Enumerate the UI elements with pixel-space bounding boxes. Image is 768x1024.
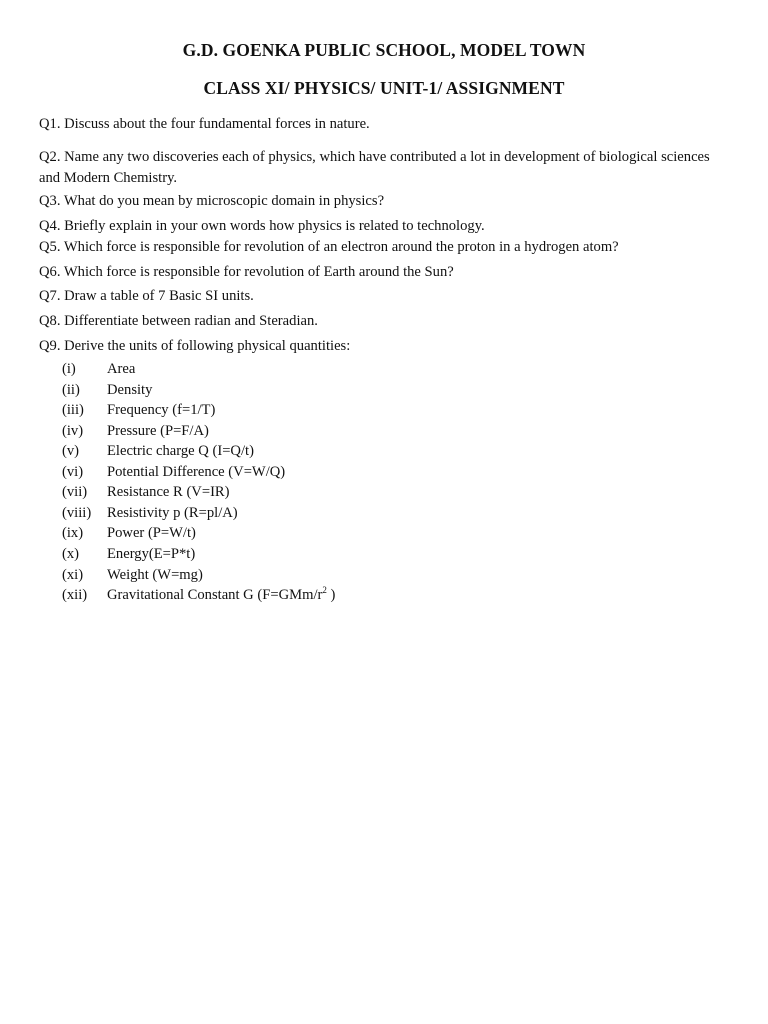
item-text: Gravitational Constant G (F=GMm/r <box>107 587 323 603</box>
list-item <box>62 400 215 420</box>
item-text: Pressure (P=F/A) <box>107 423 209 439</box>
question-7: Q7. Draw a table of 7 Basic SI units. <box>39 288 254 304</box>
item-text: Power (P=W/t) <box>107 525 196 541</box>
question-5: Q5. Which force is responsible for revolution of an electron around the proton in a hydrogen atom? <box>39 239 619 255</box>
item-number: (i) <box>62 361 76 377</box>
item-number: (xii) <box>62 587 88 603</box>
question-8: Q8. Differentiate between radian and Steradian. <box>39 313 318 329</box>
list-item <box>62 565 203 585</box>
item-text: Area <box>107 361 136 377</box>
question-4: Q4. Briefly explain in your own words how physics is related to technology. <box>39 218 485 234</box>
item-number: (ix) <box>62 525 84 541</box>
list-item <box>62 359 135 379</box>
item-number: (x) <box>62 546 80 562</box>
list-item <box>62 421 209 441</box>
item-text: Resistance R (V=IR) <box>107 484 230 500</box>
item-number: (xi) <box>62 567 84 583</box>
item-text-tail: ) <box>326 587 336 603</box>
list-item <box>62 441 254 461</box>
item-text: Resistivity p (R=pl/A) <box>107 505 238 521</box>
question-9: Q9. Derive the units of following physical quantities: <box>39 338 351 354</box>
question-3: Q3. What do you mean by microscopic domain in physics? <box>39 193 385 209</box>
item-number: (v) <box>62 443 80 459</box>
item-number: (viii) <box>62 505 92 521</box>
assignment-title: CLASS XI/ PHYSICS/ UNIT-1/ ASSIGNMENT <box>203 78 565 98</box>
question-1: Q1. Discuss about the four fundamental forces in nature. <box>39 116 370 132</box>
item-number: (iv) <box>62 423 84 439</box>
item-number: (ii) <box>62 382 80 398</box>
school-name-heading: G.D. GOENKA PUBLIC SCHOOL, MODEL TOWN <box>182 40 586 60</box>
item-text: Electric charge Q (I=Q/t) <box>107 443 254 459</box>
item-number: (vii) <box>62 484 88 500</box>
question-2: Q2. Name any two discoveries each of physics, which have contributed a lot in development of biological sciences and Modern Chemistry. <box>39 149 710 186</box>
list-item <box>62 585 335 605</box>
item-number: (iii) <box>62 402 84 418</box>
question-6: Q6. Which force is responsible for revolution of Earth around the Sun? <box>39 264 454 280</box>
list-item <box>62 380 152 400</box>
list-item <box>62 482 230 502</box>
item-text: Energy(E=P*t) <box>107 546 196 562</box>
item-number: (vi) <box>62 464 84 480</box>
item-text: Weight (W=mg) <box>107 567 203 583</box>
list-item <box>62 503 238 523</box>
list-item <box>62 544 195 564</box>
item-text: Potential Difference (V=W/Q) <box>107 464 286 480</box>
list-item <box>62 462 285 482</box>
exponent: 2 <box>322 585 327 595</box>
item-text: Density <box>107 382 153 398</box>
list-item <box>62 523 196 543</box>
item-text: Frequency (f=1/T) <box>107 402 216 418</box>
